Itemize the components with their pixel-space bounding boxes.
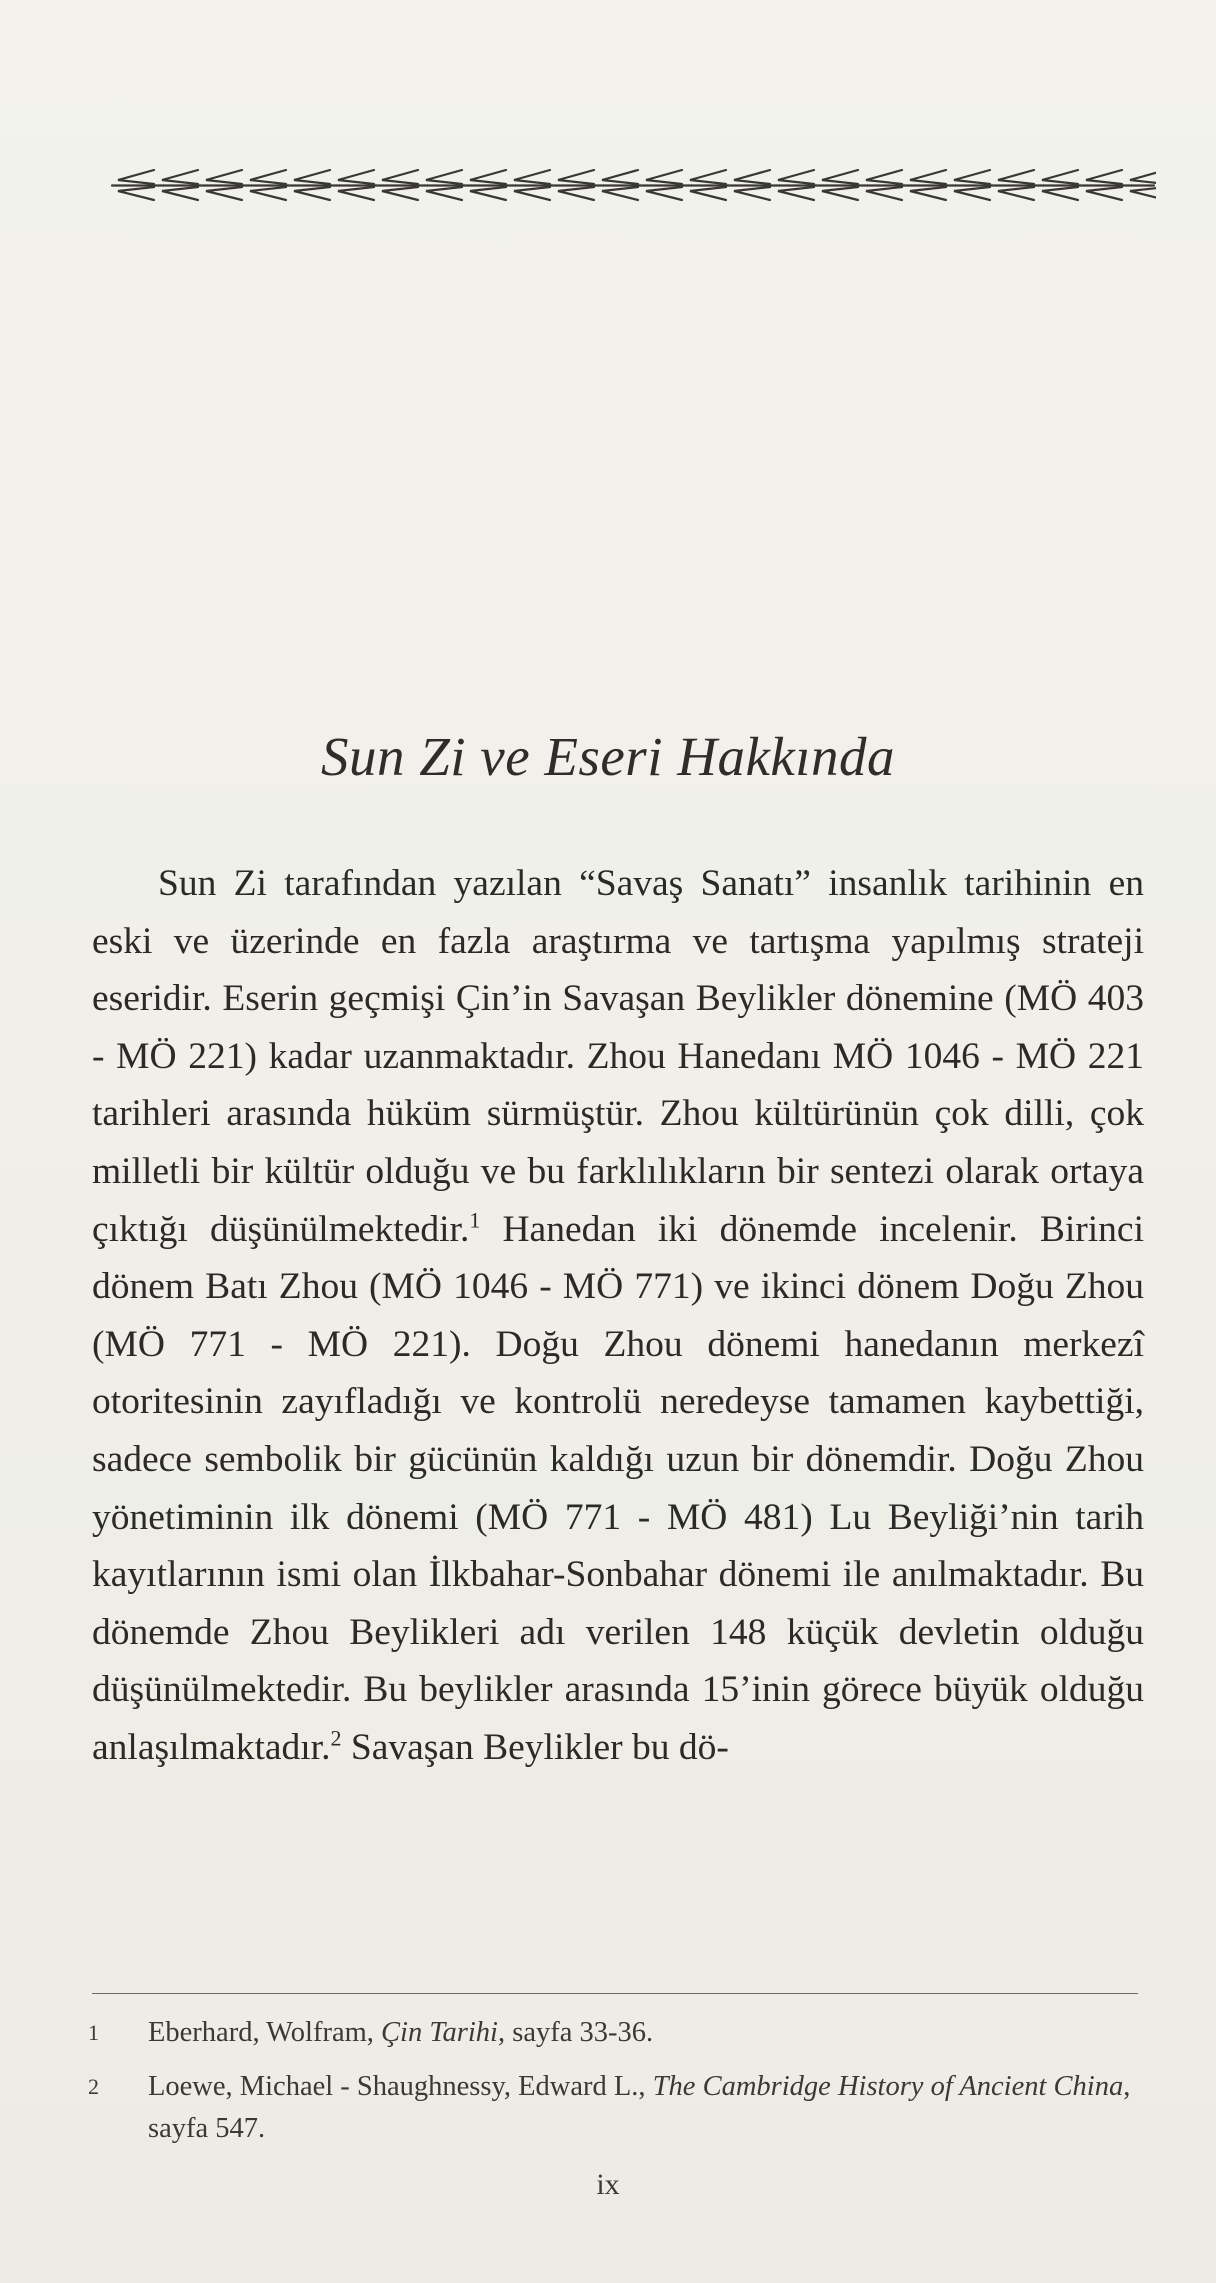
ornament-chevron <box>954 187 990 200</box>
ornament-chevron <box>910 187 946 200</box>
footnote-2 <box>88 2066 1144 2150</box>
ornament-chevron <box>1086 170 1122 184</box>
ornament-chevron <box>778 187 814 200</box>
ornament-chevron <box>1042 170 1078 184</box>
footnote-ref-2: 2 <box>330 1725 342 1751</box>
ornament-chevron <box>690 187 726 200</box>
ornament-chevron <box>646 170 682 184</box>
ornament-chevron <box>822 170 858 184</box>
ornament-chevron <box>514 170 550 184</box>
ornament-chevron <box>1130 170 1156 184</box>
ornament-chevron <box>162 170 198 184</box>
ornament-chevron <box>558 170 594 184</box>
ornament-chevron <box>690 170 726 184</box>
ornament-chevron <box>778 170 814 184</box>
ornament-chevron <box>470 170 506 184</box>
ornament-chevron <box>294 187 330 200</box>
footnote-1 <box>88 2012 1144 2054</box>
paragraph-segment: Sun Zi tarafından yazılan “Savaş Sanatı” insanlık tarihinin en eski ve üzerinde en fazla araştırma ve tartışma yapılmış strateji eseridir. Eserin geçmişi Çin’in Savaşan Beylikler dönemine (MÖ 403 - MÖ 221) kadar uzanmaktadır. Zhou Hanedanı MÖ 1046 - MÖ 221 tarihleri arasında hüküm sürmüştür. Zhou kültürünün çok dilli, çok milletli bir kültür olduğu ve bu farklılıkların bir sentezi olarak ortaya çıktığı düşünülmektedir. <box>92 863 1144 1250</box>
ornament-chevron <box>338 170 374 184</box>
footnote-text <box>148 2066 1144 2150</box>
ornament-chevron <box>822 187 858 200</box>
ornament-chevron <box>206 187 242 200</box>
ornament-chevron <box>1042 187 1078 200</box>
ornament-chevron <box>338 187 374 200</box>
paragraph-segment: Savaşan Beylikler bu dö- <box>341 1726 729 1768</box>
footnote-text-part: , sayfa 33-36. <box>497 2017 654 2048</box>
body-text <box>92 855 1144 1777</box>
footnote-divider <box>92 1993 1138 1994</box>
ornament-chevron <box>470 187 506 200</box>
chapter-title: Sun Zi ve Eseri Hakkında <box>320 726 896 787</box>
ornament-chevron <box>866 187 902 200</box>
ornament-chevron <box>250 187 286 200</box>
ornament-chevron <box>998 170 1034 184</box>
decorative-border-ornament <box>110 160 1156 210</box>
ornament-chevron <box>602 187 638 200</box>
paragraph-segment: Hanedan iki dönemde incelenir. Birinci dönem Batı Zhou (MÖ 1046 - MÖ 771) ve ikinci dönem Doğu Zhou (MÖ 771 - MÖ 221). Doğu Zhou dönemi hanedanın merkezî otoritesinin zayıfladığı ve kontrolü neredeyse tamamen kaybettiği, sadece sembolik bir gücünün kaldığı uzun bir dönemdir. Doğu Zhou yönetiminin ilk dönemi (MÖ 771 - MÖ 481) Lu Beyliği’nin tarih kayıtlarının ismi olan İlkbahar-Sonbahar dönemi ile anılmaktadır. Bu dönemde Zhou Beylikleri adı verilen 148 küçük devletin olduğu düşünülmektedir. Bu beylikler arasında 15’inin görece büyük olduğu anlaşılmaktadır. <box>92 1208 1144 1768</box>
paragraph <box>92 855 1144 1777</box>
page-number: ix <box>596 2168 620 2201</box>
ornament-chevron <box>382 170 418 184</box>
ornament-chevron <box>206 170 242 184</box>
ornament-chevron <box>734 187 770 200</box>
footnote-text-part: Loewe, Michael - Shaughnessy, Edward L., <box>148 2071 653 2102</box>
footnote-ref-1: 1 <box>469 1207 481 1233</box>
ornament-chevron <box>426 170 462 184</box>
footnote-work-title: Çin Tarihi <box>381 2017 498 2048</box>
ornament-chevron <box>910 170 946 184</box>
ornament-chevron <box>426 187 462 200</box>
footnote-number: 1 <box>88 2020 99 2045</box>
ornament-chevron <box>1130 187 1156 200</box>
footnote-text-part: Eberhard, Wolfram, <box>148 2017 382 2048</box>
ornament-chevron <box>118 170 154 184</box>
ornament-chevron <box>118 187 154 200</box>
ornament-chevron <box>998 187 1034 200</box>
ornament-chevron <box>734 170 770 184</box>
footnote-text <box>148 2012 1144 2054</box>
ornament-chevron <box>250 170 286 184</box>
ornament-chevron <box>602 170 638 184</box>
ornament-chevron <box>294 170 330 184</box>
footnote-text-part: , sayfa 547. <box>148 2071 1131 2144</box>
ornament-chevron <box>514 187 550 200</box>
ornament-chevron <box>646 187 682 200</box>
footnote-number: 2 <box>88 2074 99 2099</box>
ornament-chevron <box>558 187 594 200</box>
ornament-chevron <box>1086 187 1122 200</box>
footnotes <box>88 2012 1144 2162</box>
ornament-chevron <box>382 187 418 200</box>
ornament-chevron <box>954 170 990 184</box>
ornament-chevron <box>162 187 198 200</box>
footnote-work-title: The Cambridge History of Ancient China <box>652 2071 1124 2102</box>
ornament-chevron <box>866 170 902 184</box>
